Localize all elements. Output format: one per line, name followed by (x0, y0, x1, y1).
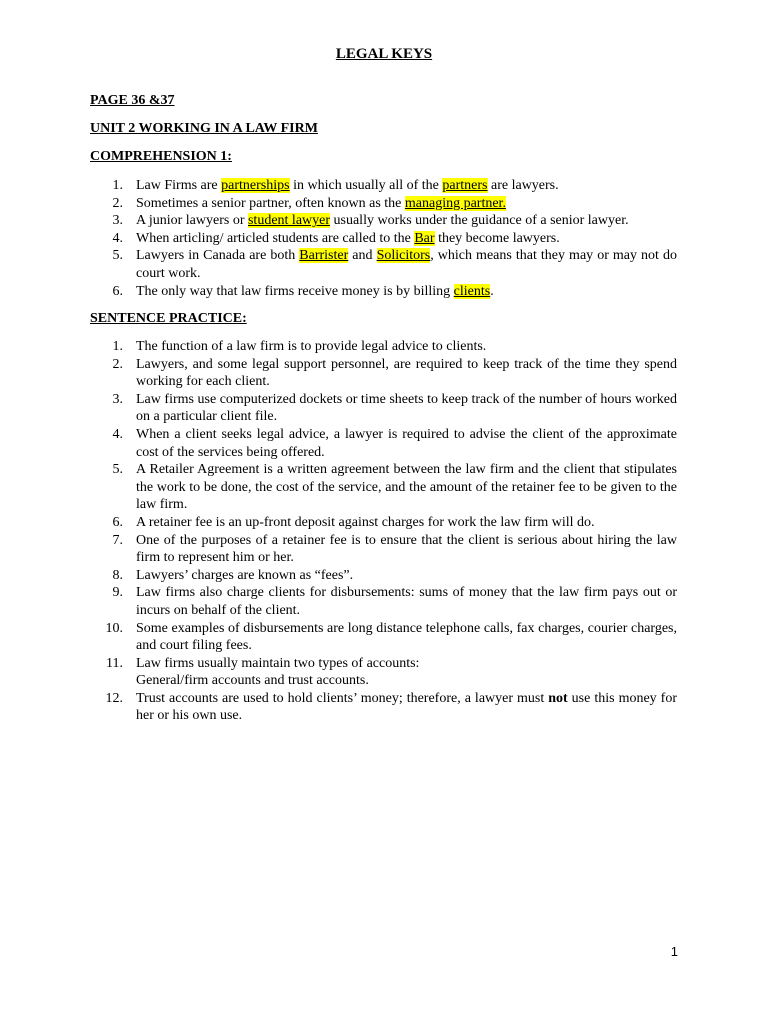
highlighted-term: partners (442, 178, 488, 193)
highlighted-term: partnerships (221, 178, 290, 193)
sentence-practice-item-12 (90, 690, 677, 725)
comprehension-item-4 (90, 230, 677, 248)
list-number: 2. (112, 356, 123, 372)
item-text: , which means that they may or may not do court work. (136, 248, 677, 281)
item-text: are lawyers. (487, 178, 559, 193)
highlighted-term: Barrister (299, 248, 349, 264)
list-number: 10. (105, 620, 123, 636)
sentence-practice-item-3 (90, 391, 677, 426)
comprehension-item-1 (90, 177, 677, 195)
list-number: 4. (112, 426, 123, 442)
item-text: in which usually all of the (289, 178, 443, 193)
highlighted-term: student lawyer (247, 213, 331, 229)
list-number: 1. (112, 178, 123, 193)
comprehension-item-5 (90, 247, 677, 282)
item-text: Lawyers’ charges are known as “fees”. (136, 567, 354, 583)
sentence-practice-heading: SENTENCE PRACTICE: (90, 311, 247, 326)
sentence-practice-item-9 (90, 584, 677, 619)
list-number: 12. (105, 690, 123, 706)
list-number: 1. (112, 339, 123, 354)
item-text: A Retailer Agreement is a written agreement between the law firm and the client that stipulates the work to be done, the cost of the service, and the amount of the retainer fee to be given to the law firm. (136, 462, 677, 513)
highlighted-term: clients (453, 283, 491, 299)
sentence-practice-item-7 (90, 532, 677, 567)
comprehension-item-2 (90, 195, 677, 213)
sentence-practice-item-6 (90, 514, 677, 532)
sentence-practice-item-11 (90, 655, 677, 690)
item-text: A retainer fee is an up-front deposit against charges for work the law firm will do. (136, 514, 595, 530)
sentence-practice-item-8 (90, 567, 677, 585)
list-number: 6. (112, 514, 123, 530)
list-number: 8. (112, 567, 123, 583)
list-number: 6. (112, 283, 123, 299)
list-number: 5. (112, 462, 123, 478)
comprehension-item-6 (90, 283, 677, 301)
item-text: Lawyers, and some legal support personnel, are required to keep track of the time they spend working for each client. (136, 356, 677, 390)
item-text: Law firms use computerized dockets or time sheets to keep track of the number of hours worked on a particular client file. (136, 391, 677, 425)
sentence-practice-item-1 (90, 338, 677, 356)
item-text: Law firms usually maintain two types of accounts: (136, 655, 420, 671)
item-text: The function of a law firm is to provide legal advice to clients. (136, 339, 487, 354)
item-text: Law Firms are (136, 178, 222, 193)
highlighted-term: managing partner. (404, 195, 506, 211)
highlighted-term: Solicitors (376, 248, 431, 264)
item-text: use this money for her or his own use. (136, 690, 677, 724)
list-number: 7. (112, 532, 123, 548)
document-title: LEGAL KEYS (335, 46, 433, 62)
list-number: 11. (106, 655, 123, 671)
list-number: 2. (112, 195, 123, 211)
item-text: Lawyers in Canada are both (136, 248, 300, 264)
list-number: 3. (112, 391, 123, 407)
comprehension-list (90, 177, 677, 300)
sentence-practice-item-5 (90, 461, 677, 514)
item-text: General/firm accounts and trust accounts. (136, 673, 369, 689)
item-text: Trust accounts are used to hold clients’ money; therefore, a lawyer must (136, 690, 549, 706)
page-reference: PAGE 36 &37 (90, 93, 175, 108)
item-text: A junior lawyers or (136, 213, 248, 229)
item-text: . (490, 283, 494, 299)
list-number: 5. (112, 248, 123, 264)
item-text: One of the purposes of a retainer fee is to ensure that the client is serious about hiring the law firm to represent him or her. (136, 532, 677, 566)
item-text: usually works under the guidance of a senior lawyer. (330, 213, 629, 229)
bold-text: not (548, 690, 568, 706)
item-text: Sometimes a senior partner, often known as the (136, 195, 405, 211)
item-text: they become lawyers. (434, 230, 560, 246)
item-text: Law firms also charge clients for disbursements: sums of money that the law firm pays out or incurs on behalf of the client. (136, 585, 677, 618)
item-text: Some examples of disbursements are long distance telephone calls, fax charges, courier charges, and court filing fees. (136, 620, 677, 654)
comprehension-heading: COMPREHENSION 1: (90, 149, 232, 164)
sentence-practice-item-10 (90, 620, 677, 655)
unit-title: UNIT 2 WORKING IN A LAW FIRM (90, 121, 318, 136)
item-text: When articling/ articled students are called to the (136, 230, 415, 246)
list-number: 3. (112, 213, 123, 229)
list-number: 9. (112, 585, 123, 601)
sentence-practice-item-2 (90, 356, 677, 391)
list-number: 4. (112, 230, 123, 246)
page-number: 1 (670, 944, 678, 959)
sentence-practice-item-4 (90, 426, 677, 461)
comprehension-item-3 (90, 212, 677, 230)
item-text: When a client seeks legal advice, a lawyer is required to advise the client of the approximate cost of the services being offered. (136, 426, 677, 460)
item-text: and (348, 248, 377, 264)
item-text: The only way that law firms receive money is by billing (136, 283, 454, 299)
sentence-practice-list (90, 338, 677, 725)
highlighted-term: Bar (414, 230, 435, 246)
